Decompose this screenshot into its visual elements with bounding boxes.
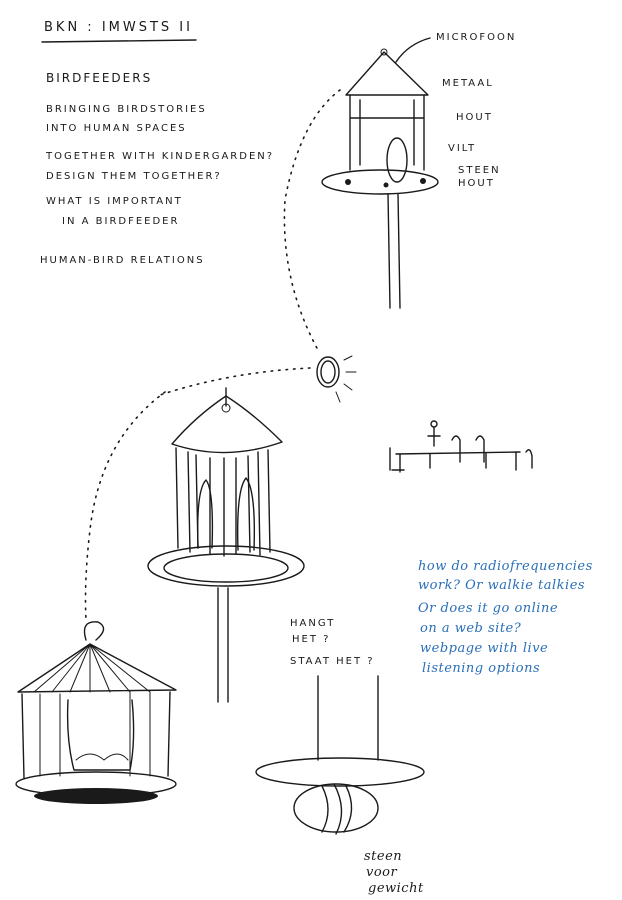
notes-line-2: INTO HUMAN SPACES [46,123,187,134]
speaker-device-drawing [317,356,356,402]
small-birdfeeder-drawing [322,38,438,308]
notes-heading: BIRDFEEDERS [46,71,153,85]
table-with-people-drawing [390,421,532,472]
dotted-link-top [284,90,340,350]
title-underline [42,40,196,42]
question-hangt: HANGT [290,618,336,629]
blue-note-4: on a web site? [420,621,522,636]
notes-line-4: DESIGN THEM TOGETHER? [46,171,222,182]
cage-feeder-drawing [16,622,176,804]
pole-with-stone-drawing [256,676,424,834]
notes-line-6: IN A BIRDFEEDER [62,216,180,227]
large-birdfeeder-drawing [148,388,304,702]
notes-line-7: HUMAN-BIRD RELATIONS [40,255,205,266]
stone-caption-2: voor [366,865,398,880]
blue-note-5: webpage with live [420,641,549,656]
notes-line-5: WHAT IS IMPORTANT [46,196,183,207]
blue-note-1: how do radiofrequencies [418,559,593,574]
question-staat: STAAT HET ? [290,656,375,667]
label-microfoon: MICROFOON [436,32,517,43]
label-steen: STEEN [458,165,501,176]
label-hout-2: HOUT [458,178,495,189]
blue-note-2: work? Or walkie talkies [418,578,586,593]
notes-line-1: BRINGING BIRDSTORIES [46,104,207,115]
label-hout-1: HOUT [456,112,493,123]
dotted-link-left [86,392,166,620]
sheet-title: BKN : IMWSTS II [44,20,193,35]
label-metaal: METAAL [442,78,494,89]
stone-caption-1: steen [364,849,403,864]
label-vilt: VILT [448,143,477,154]
blue-note-3: Or does it go online [418,601,559,616]
dotted-link-middle [160,368,310,395]
question-het: HET ? [292,634,331,645]
notes-line-3: TOGETHER WITH KINDERGARDEN? [46,151,275,162]
blue-note-6: listening options [422,661,541,676]
stone-caption-3: gewicht [368,881,424,896]
